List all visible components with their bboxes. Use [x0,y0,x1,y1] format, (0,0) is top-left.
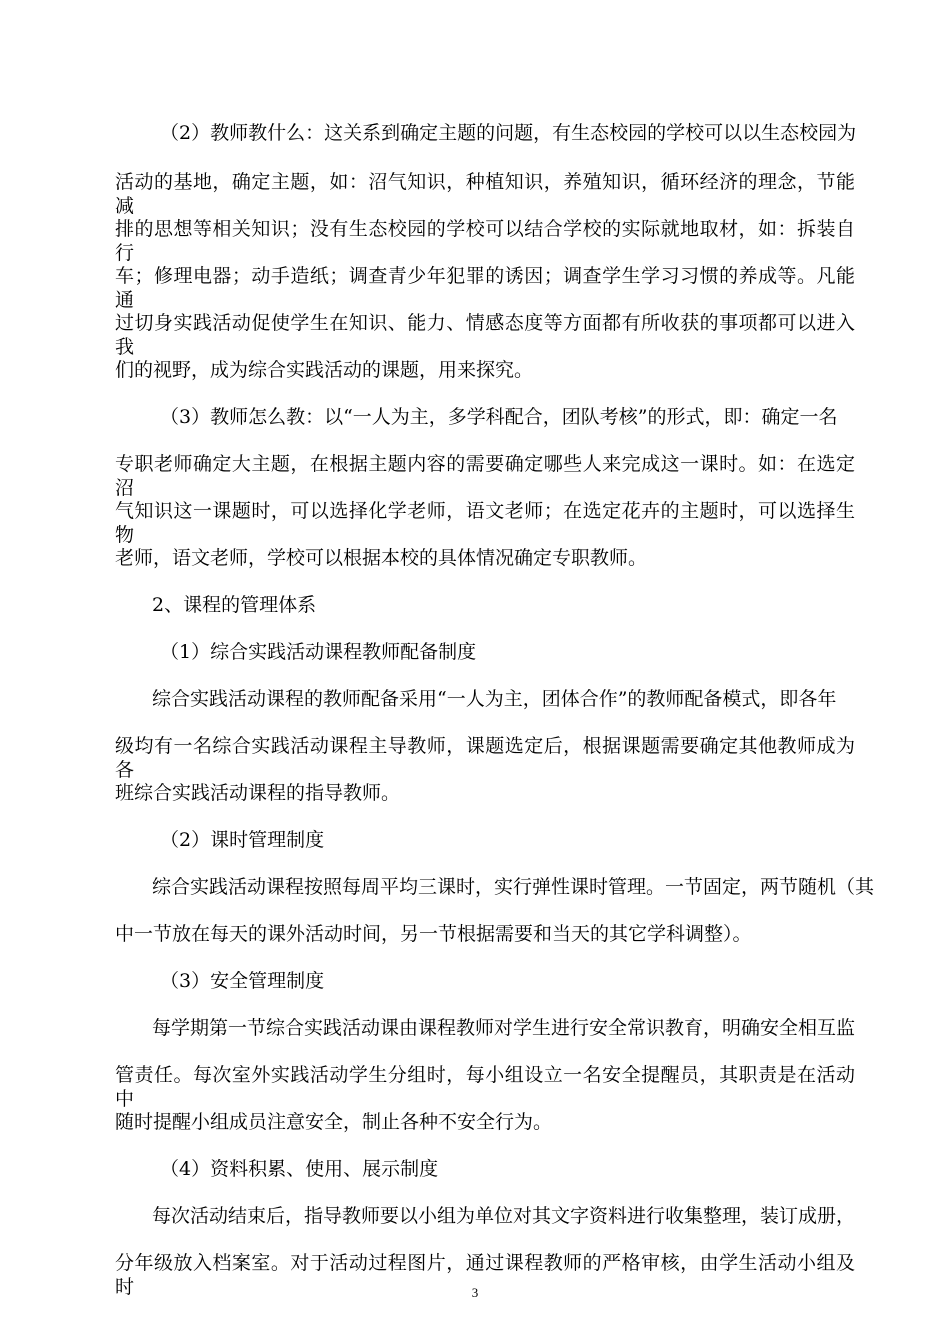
paragraph-line: 随时提醒小组成员注意安全，制止各种不安全行为。 [115,1111,553,1133]
paragraph-line: 气知识这一课题时，可以选择化学老师，语文老师；在选定花卉的主题时，可以选择生物 [115,500,855,546]
paragraph-line: 级均有一名综合实践活动课程主导教师，课题选定后，根据课题需要确定其他教师成为各 [115,735,855,781]
paragraph-line: 们的视野，成为综合实践活动的课题，用来探究。 [115,359,534,381]
paragraph-line: 每次活动结束后，指导教师要以小组为单位对其文字资料进行收集整理，装订成册， [152,1205,856,1227]
paragraph-line: 车；修理电器；动手造纸；调查青少年犯罪的诱因；调查学生学习习惯的养成等。凡能通 [115,265,855,311]
paragraph-line: 综合实践活动课程按照每周平均三课时，实行弹性课时管理。一节固定，两节随机（其 [152,876,875,898]
paragraph-line: 班综合实践活动课程的指导教师。 [115,782,401,804]
subsection-heading: （4）资料积累、使用、展示制度 [160,1158,439,1180]
paragraph-line: 过切身实践活动促使学生在知识、能力、情感态度等方面都有所收获的事项都可以进入我 [115,312,855,358]
paragraph-line: 专职老师确定大主题，在根据主题内容的需要确定哪些人来完成这一课时。如：在选定沼 [115,453,855,499]
paragraph-line: （3）教师怎么教：以“一人为主，多学科配合，团队考核”的形式，即：确定一名 [160,406,838,428]
subsection-heading: （1）综合实践活动课程教师配备制度 [160,641,477,663]
paragraph-line: 活动的基地，确定主题，如：沼气知识，种植知识，养殖知识，循环经济的理念，节能减 [115,171,855,217]
subsection-heading: （3）安全管理制度 [160,970,325,992]
paragraph-line: 管责任。每次室外实践活动学生分组时，每小组设立一名安全提醒员，其职责是在活动中 [115,1064,855,1110]
paragraph-line: 排的思想等相关知识；没有生态校园的学校可以结合学校的实际就地取材，如：拆装自行 [115,218,855,264]
paragraph-line: （2）教师教什么：这关系到确定主题的问题，有生态校园的学校可以以生态校园为 [160,122,857,144]
paragraph-line: 每学期第一节综合实践活动课由课程教师对学生进行安全常识教育，明确安全相互监 [152,1017,856,1039]
page-number: 3 [471,1285,479,1300]
section-heading: 2、课程的管理体系 [152,594,317,616]
paragraph-line: 分年级放入档案室。对于活动过程图片，通过课程教师的严格审核，由学生活动小组及时 [115,1252,855,1298]
subsection-heading: （2）课时管理制度 [160,829,325,851]
paragraph-line: 综合实践活动课程的教师配备采用“一人为主，团体合作”的教师配备模式，即各年 [152,688,837,710]
paragraph-line: 中一节放在每天的课外活动时间，另一节根据需要和当天的其它学科调整）。 [115,923,752,945]
paragraph-line: 老师，语文老师，学校可以根据本校的具体情况确定专职教师。 [115,547,648,569]
